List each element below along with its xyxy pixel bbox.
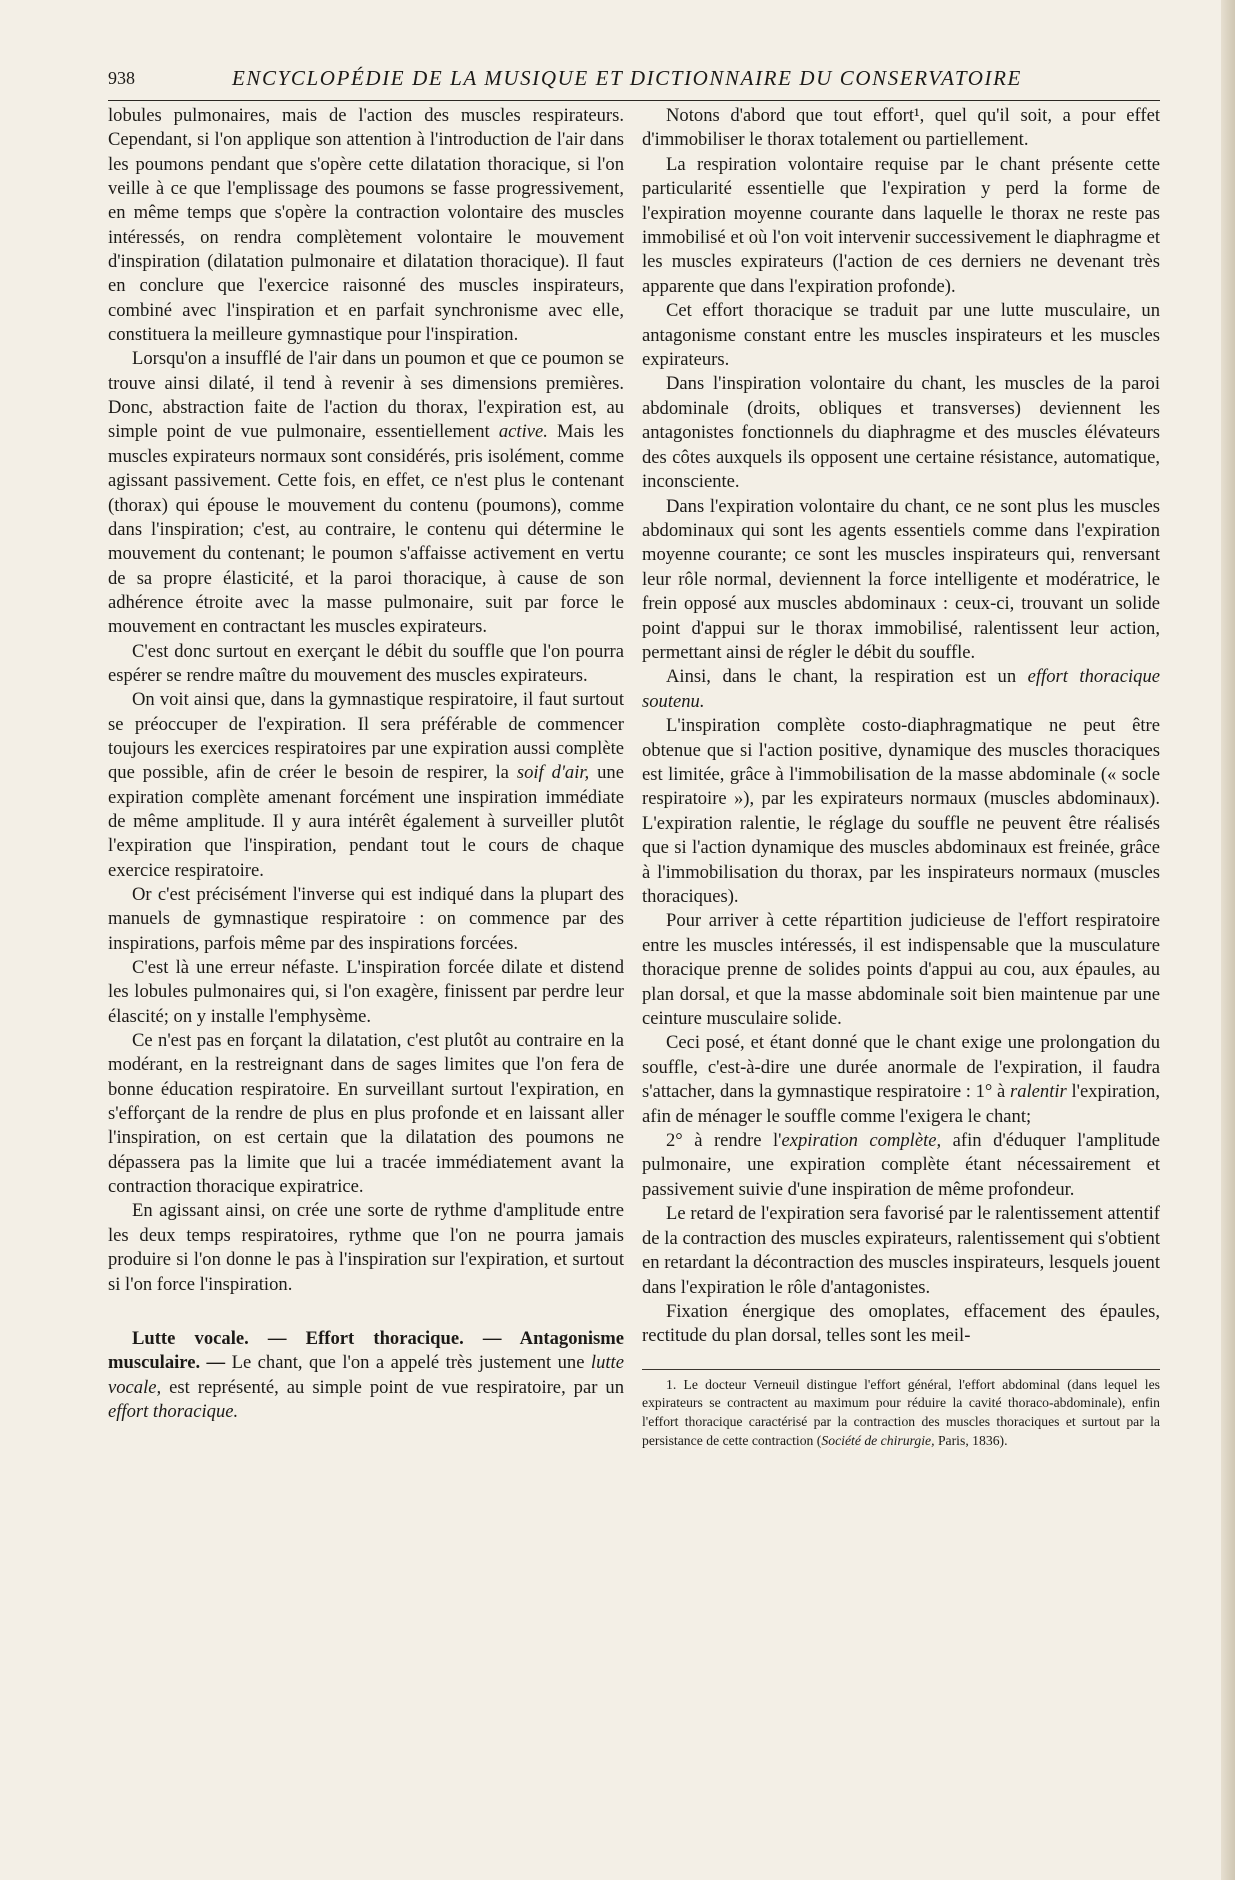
- running-title: ENCYCLOPÉDIE DE LA MUSIQUE ET DICTIONNAIRE DU CONSERVATOIRE: [232, 66, 1022, 90]
- emphasis: effort thoracique.: [108, 1400, 239, 1422]
- paragraph: Notons d'abord que tout effort¹, quel qu'il soit, a pour effet d'immobiliser le thorax totalement ou partiellement.: [642, 105, 1160, 151]
- paragraph: Cet effort thoracique se traduit par une lutte musculaire, un antagonisme constant entre les muscles inspirateurs et les muscles expirateurs.: [642, 300, 1160, 371]
- paragraph: lobules pulmonaires, mais de l'action des muscles respirateurs. Cependant, si l'on applique son attention à l'introduction de l'air dans les poumons pendant que s'opère cette dilatation thoracique, si l'on veille à ce que l'emplissage des poumons se fasse progressivement, en même temps que s'opère la contraction volontaire des muscles intéressés, on rendra complètement volontaire le mouvement d'inspiration (dilatation pulmonaire et dilatation thoracique). Il faut en conclure que l'exercice raisonné des muscles inspirateurs, combiné avec l'inspiration et en parfait synchronisme avec elle, constituera la meilleure gymnastique pour l'inspiration.: [108, 105, 624, 346]
- page-edge-shadow: [1221, 0, 1235, 1880]
- emphasis: effort thoracique soutenu.: [642, 666, 1160, 712]
- paragraph: Pour arriver à cette répartition judicieuse de l'effort respiratoire entre les muscles intéressés, il est indispensable que la musculature thoracique prenne de solides points d'appui au cou, aux épaules, au plan dorsal, et que la masse abdominale soit bien maintenue par une ceinture musculaire solide.: [642, 910, 1160, 1030]
- left-column: [108, 104, 624, 1424]
- section-heading: Lutte vocale. — Effort thoracique. — Antagonisme musculaire. —: [108, 1327, 624, 1374]
- emphasis: Société de chirurgie,: [821, 1432, 935, 1448]
- right-column: [642, 104, 1160, 1450]
- paragraph: En agissant ainsi, on crée une sorte de rythme d'amplitude entre les deux temps respiratoires, rythme que l'on ne pourra jamais produire si l'on donne le pas à l'inspiration sur l'expiration, et surtout si l'on force l'inspiration.: [108, 1200, 624, 1295]
- paragraph: Or c'est précisément l'inverse qui est indiqué dans la plupart des manuels de gymnastique respiratoire : on commence par des inspirations, parfois même par des inspirations forcées.: [108, 884, 624, 954]
- paragraph: Dans l'expiration volontaire du chant, ce ne sont plus les muscles abdominaux qui sont les agents essentiels comme dans l'expiration moyenne courante; ce sont les muscles inspirateurs qui, renversant leur rôle normal, deviennent la force intelligente et modératrice, le frein opposé aux muscles abdominaux : ceux-ci, trouvant un solide point d'appui sur le thorax immobilisé, ralentissent leur action, permettant ainsi de régler le débit du souffle.: [642, 495, 1160, 663]
- footnotes: [642, 1369, 1160, 1450]
- emphasis: expiration complète,: [781, 1130, 942, 1152]
- paragraph: C'est donc surtout en exerçant le débit du souffle que l'on pourra espérer se rendre maître du mouvement des muscles expirateurs.: [108, 640, 624, 686]
- paragraph: Ainsi, dans le chant, la respiration est un effort thoracique soutenu.: [642, 666, 1160, 712]
- emphasis: ralentir: [1009, 1081, 1067, 1103]
- footnote: 1. Le docteur Verneuil distingue l'effort général, l'effort abdominal (dans lequel les expirateurs se contractent au maximum pour réduire la cavité thoraco-abdominale), enfin l'effort thoracique caractérisé par la contraction des muscles thoraciques et surtout par la persistance de cette contraction (Société de chirurgie, Paris, 1836).: [642, 1376, 1160, 1448]
- section-paragraph: Lutte vocale. — Effort thoracique. — Antagonisme musculaire. — Le chant, que l'on a appelé très justement une lutte vocale, est représenté, au simple point de vue respiratoire, par un effort thoracique.: [108, 1327, 624, 1422]
- paragraph: Ce n'est pas en forçant la dilatation, c'est plutôt au contraire en la modérant, en la restreignant dans de sages limites que l'on fera de bonne éducation respiratoire. En surveillant surtout l'expiration, en s'efforçant de la rendre de plus en plus profonde et en laissant aller l'inspiration, on est certain que la dilatation des poumons ne dépassera pas la limite que lui a tracée immédiatement avant la contraction thoracique expiratrice.: [108, 1030, 624, 1198]
- emphasis: soif d'air,: [516, 762, 590, 784]
- page-number: 938: [108, 68, 135, 88]
- paragraph: 2° à rendre l'expiration complète, afin d'éduquer l'amplitude pulmonaire, une expiration complète étant nécessairement et passivement suivie d'une inspiration de même profondeur.: [642, 1130, 1160, 1200]
- paragraph: C'est là une erreur néfaste. L'inspiration forcée dilate et distend les lobules pulmonaires qui, si l'on exagère, finissent par perdre leur élascité; on y installe l'emphysème.: [108, 957, 624, 1027]
- paragraph: L'inspiration complète costo-diaphragmatique ne peut être obtenue que si l'action positive, dynamique des muscles thoraciques est limitée, grâce à l'immobilisation de la masse abdominale (« socle respiratoire »), par les expirateurs normaux (muscles abdominaux). L'expiration ralentie, le réglage du souffle ne peuvent être réalisés que si l'action dynamique des muscles abdominaux est freinée, grâce à l'immobilisation du thorax, par les inspirateurs normaux (muscles thoraciques).: [642, 715, 1160, 907]
- paragraph: La respiration volontaire requise par le chant présente cette particularité essentielle que l'expiration y perd la forme de l'expiration moyenne courante dans laquelle le thorax ne reste pas immobilisé et où l'on voit intervenir successivement le diaphragme et les muscles expirateurs (l'action de ces derniers ne devenant très apparente que dans l'expiration profonde).: [642, 153, 1160, 297]
- emphasis: lutte vocale,: [108, 1352, 624, 1398]
- paragraph: Dans l'inspiration volontaire du chant, les muscles de la paroi abdominale (droits, obliques et transverses) deviennent les antagonistes fonctionnels du diaphragme et des muscles élévateurs des côtes auxquels ils opposent une certaine résistance, automatique, inconsciente.: [642, 373, 1160, 493]
- paragraph: Ceci posé, et étant donné que le chant exige une prolongation du souffle, c'est-à-dire une durée anormale de l'expiration, il faudra s'attacher, dans la gymnastique respiratoire : 1° à ralentir l'expiration, afin de ménager le souffle comme l'exigera le chant;: [642, 1032, 1161, 1127]
- page-header: [108, 64, 1160, 101]
- paragraph: Lorsqu'on a insufflé de l'air dans un poumon et que ce poumon se trouve ainsi dilaté, il tend à revenir à ses dimensions premières. Donc, abstraction faite de l'action du thorax, l'expiration est, au simple point de vue pulmonaire, essentiellement active. Mais les muscles expirateurs normaux sont considérés, pris isolément, comme agissant passivement. Cette fois, en effet, ce n'est plus le contenant (thorax) qui épouse le mouvement du contenu (poumons), comme dans l'inspiration; c'est, au contraire, le contenu qui détermine le mouvement du contenant; le poumon s'affaisse activement en vertu de sa propre élasticité, et la paroi thoracique, à cause de son adhérence étroite avec la masse pulmonaire, suit par force le mouvement en contractant les muscles expirateurs.: [108, 348, 624, 638]
- emphasis: active.: [498, 421, 548, 443]
- paragraph: Fixation énergique des omoplates, effacement des épaules, rectitude du plan dorsal, telles sont les meil-: [642, 1300, 1160, 1347]
- paragraph: On voit ainsi que, dans la gymnastique respiratoire, il faut surtout se préoccuper de l'expiration. Il sera préférable de commencer toujours les exercices respiratoires par une expiration aussi complète que possible, afin de créer le besoin de respirer, la soif d'air, une expiration complète amenant forcément une inspiration immédiate de même amplitude. Il y aura intérêt également à surveiller plutôt l'expiration que l'inspiration, pendant tout le cours de chaque exercice respiratoire.: [108, 689, 624, 881]
- paragraph: Le retard de l'expiration sera favorisé par le ralentissement attentif de la contraction des muscles expirateurs, ralentissement qui s'obtient en retardant la décontraction des muscles inspirateurs, lesquels jouent dans l'expiration le rôle d'antagonistes.: [642, 1203, 1160, 1298]
